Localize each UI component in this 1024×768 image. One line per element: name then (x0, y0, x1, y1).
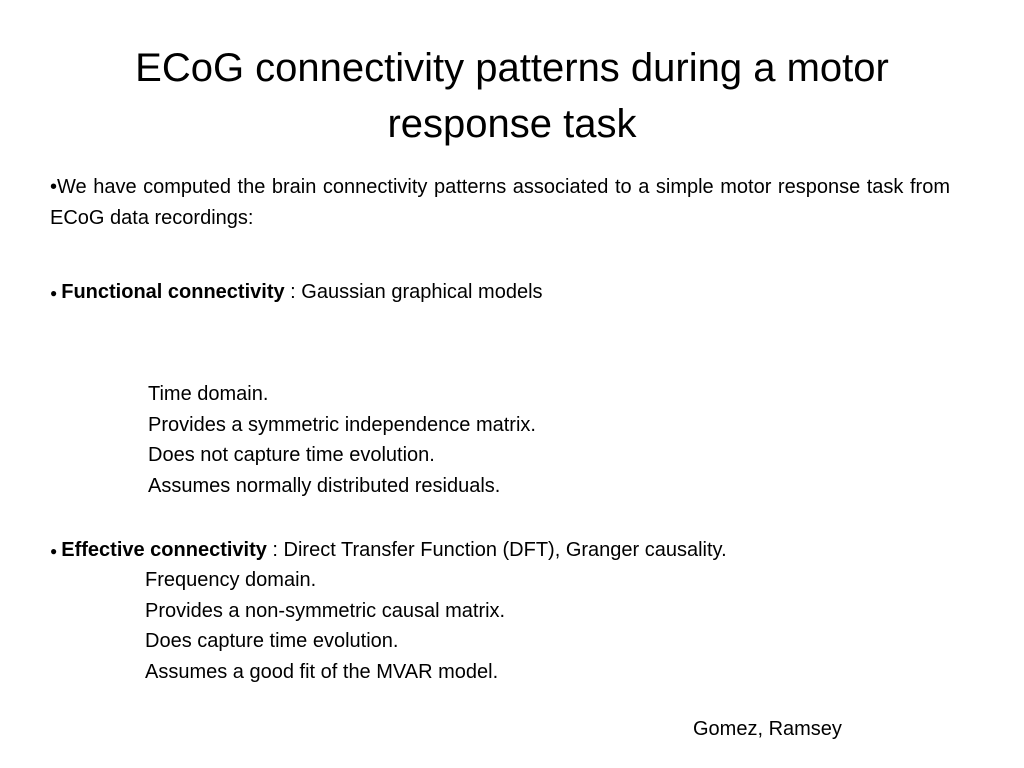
effective-label: Effective connectivity (61, 539, 267, 561)
functional-connectivity-heading (50, 277, 543, 308)
functional-bullet: ● (50, 285, 58, 300)
effective-connectivity-heading (50, 535, 727, 566)
functional-details-list (148, 379, 536, 501)
slide-title: ECoG connectivity patterns during a motor response task (135, 46, 889, 146)
effective-detail-item: Assumes a good fit of the MVAR model. (145, 660, 499, 683)
intro-text: We have computed the brain connectivity patterns associated to a simple motor response task from ECoG data recordings: (50, 176, 950, 229)
functional-detail-item: Time domain. (148, 383, 269, 405)
functional-separator: : (284, 281, 302, 303)
functional-detail-item: Does not capture time evolution. (148, 444, 435, 466)
intro-bullet: • (50, 176, 58, 198)
functional-method: Gaussian graphical models (301, 281, 543, 303)
effective-bullet: ● (50, 543, 58, 558)
functional-label: Functional connectivity (61, 281, 285, 303)
effective-detail-item: Frequency domain. (145, 569, 317, 591)
functional-detail-item: Assumes normally distributed residuals. (148, 474, 501, 497)
effective-details-list (145, 565, 505, 687)
intro-paragraph (50, 172, 950, 234)
effective-detail-item: Provides a non-symmetric causal matrix. (145, 599, 506, 622)
authors-credit: Gomez, Ramsey (693, 718, 842, 740)
effective-method: Direct Transfer Function (DFT), Granger causality. (283, 539, 727, 561)
effective-separator: : (266, 539, 284, 561)
functional-detail-item: Provides a symmetric independence matrix. (148, 413, 536, 436)
effective-detail-item: Does capture time evolution. (145, 630, 399, 652)
